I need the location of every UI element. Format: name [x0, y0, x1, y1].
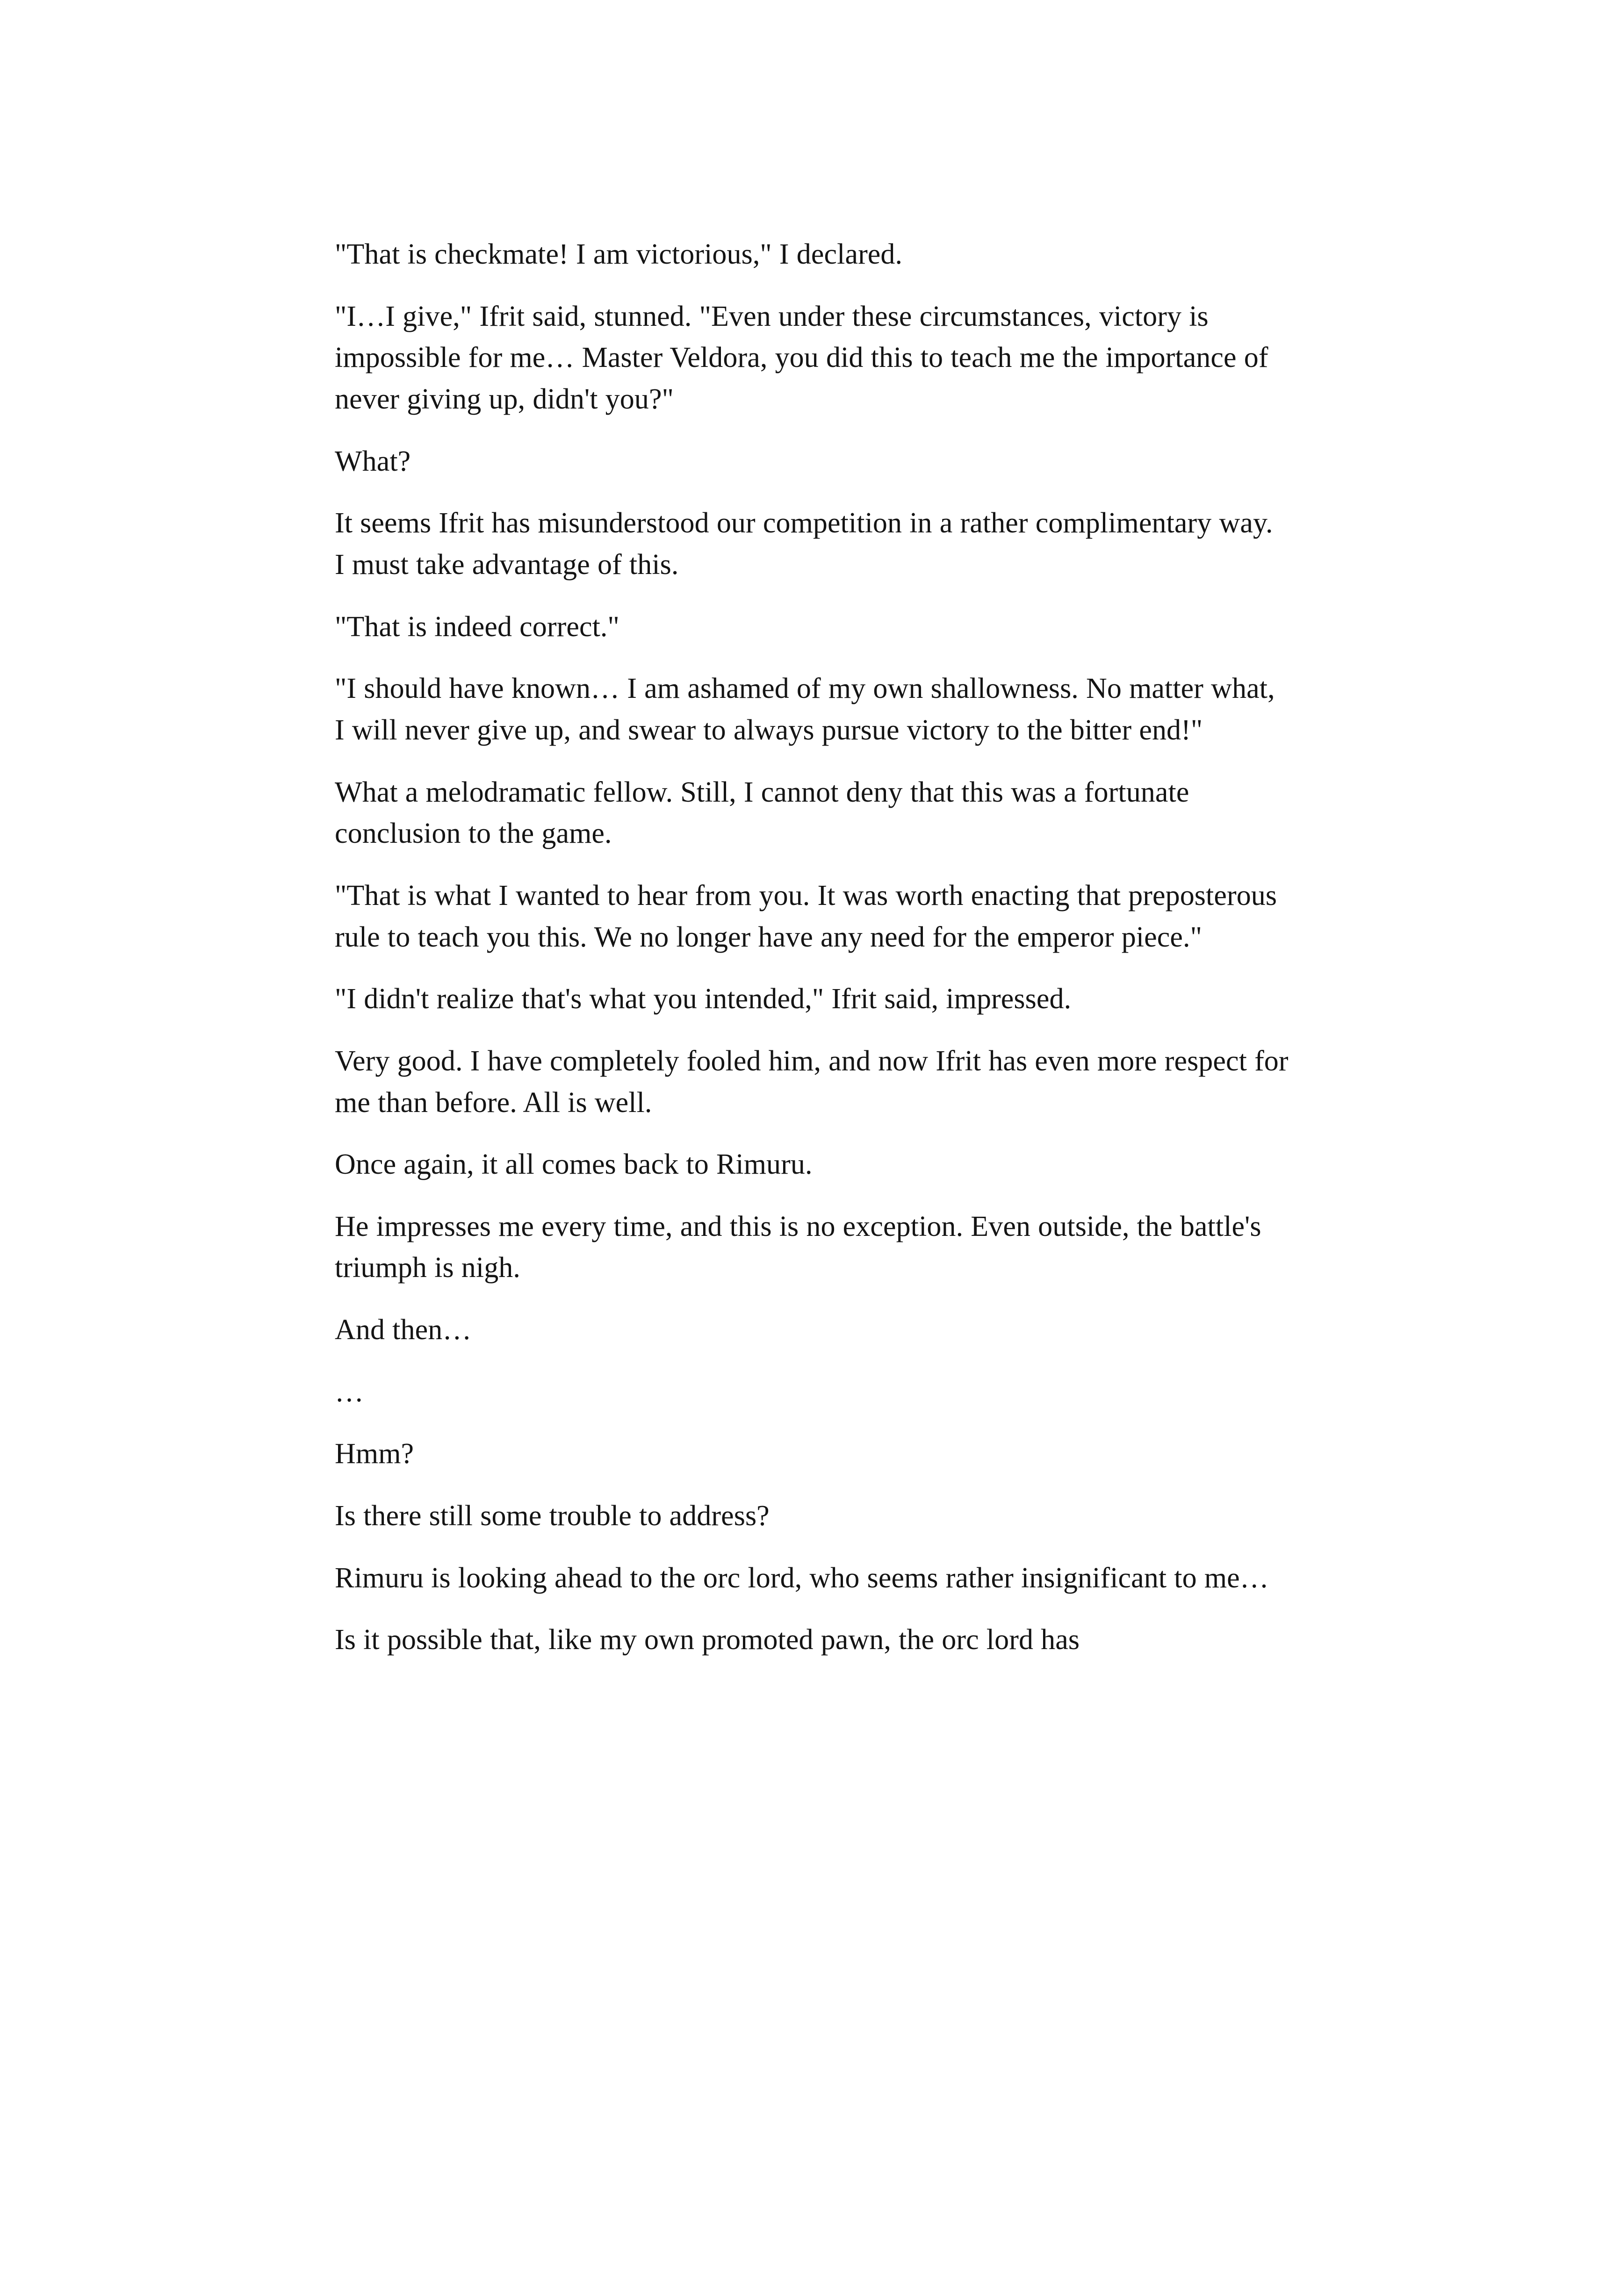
paragraph: What a melodramatic fellow. Still, I cannot deny that this was a fortunate conclusion to the game. — [335, 776, 1189, 850]
paragraph: Is it possible that, like my own promoted pawn, the orc lord has — [335, 1624, 1080, 1656]
body-text-column — [335, 234, 1289, 1661]
paragraph: "That is indeed correct." — [335, 610, 619, 643]
paragraph: Rimuru is looking ahead to the orc lord, who seems rather insignificant to me… — [335, 1562, 1269, 1594]
paragraph: And then… — [335, 1314, 472, 1346]
paragraph: "That is checkmate! I am victorious," I declared. — [335, 238, 903, 270]
paragraph: He impresses me every time, and this is no exception. Even outside, the battle's triumph is nigh. — [335, 1210, 1261, 1284]
paragraph: Is there still some trouble to address? — [335, 1500, 770, 1532]
paragraph: "I…I give," Ifrit said, stunned. "Even under these circumstances, victory is impossible for me… Master Veldora, you did this to teach me the importance of never giving up, didn't you?" — [335, 300, 1268, 415]
paragraph: "I didn't realize that's what you intended," Ifrit said, impressed. — [335, 983, 1072, 1015]
paragraph: "That is what I wanted to hear from you. It was worth enacting that preposterous rule to teach you this. We no longer have any need for the emperor piece." — [335, 879, 1277, 953]
paragraph: Very good. I have completely fooled him, and now Ifrit has even more respect for me than before. All is well. — [335, 1045, 1289, 1119]
paragraph: Once again, it all comes back to Rimuru. — [335, 1148, 813, 1181]
paragraph: Hmm? — [335, 1438, 414, 1470]
paragraph: "I should have known… I am ashamed of my own shallowness. No matter what, I will never give up, and swear to always pursue victory to the bitter end!" — [335, 673, 1275, 746]
paragraph: … — [335, 1376, 364, 1408]
paragraph: It seems Ifrit has misunderstood our competition in a rather complimentary way. I must take advantage of this. — [335, 507, 1273, 581]
paragraph: What? — [335, 445, 411, 477]
